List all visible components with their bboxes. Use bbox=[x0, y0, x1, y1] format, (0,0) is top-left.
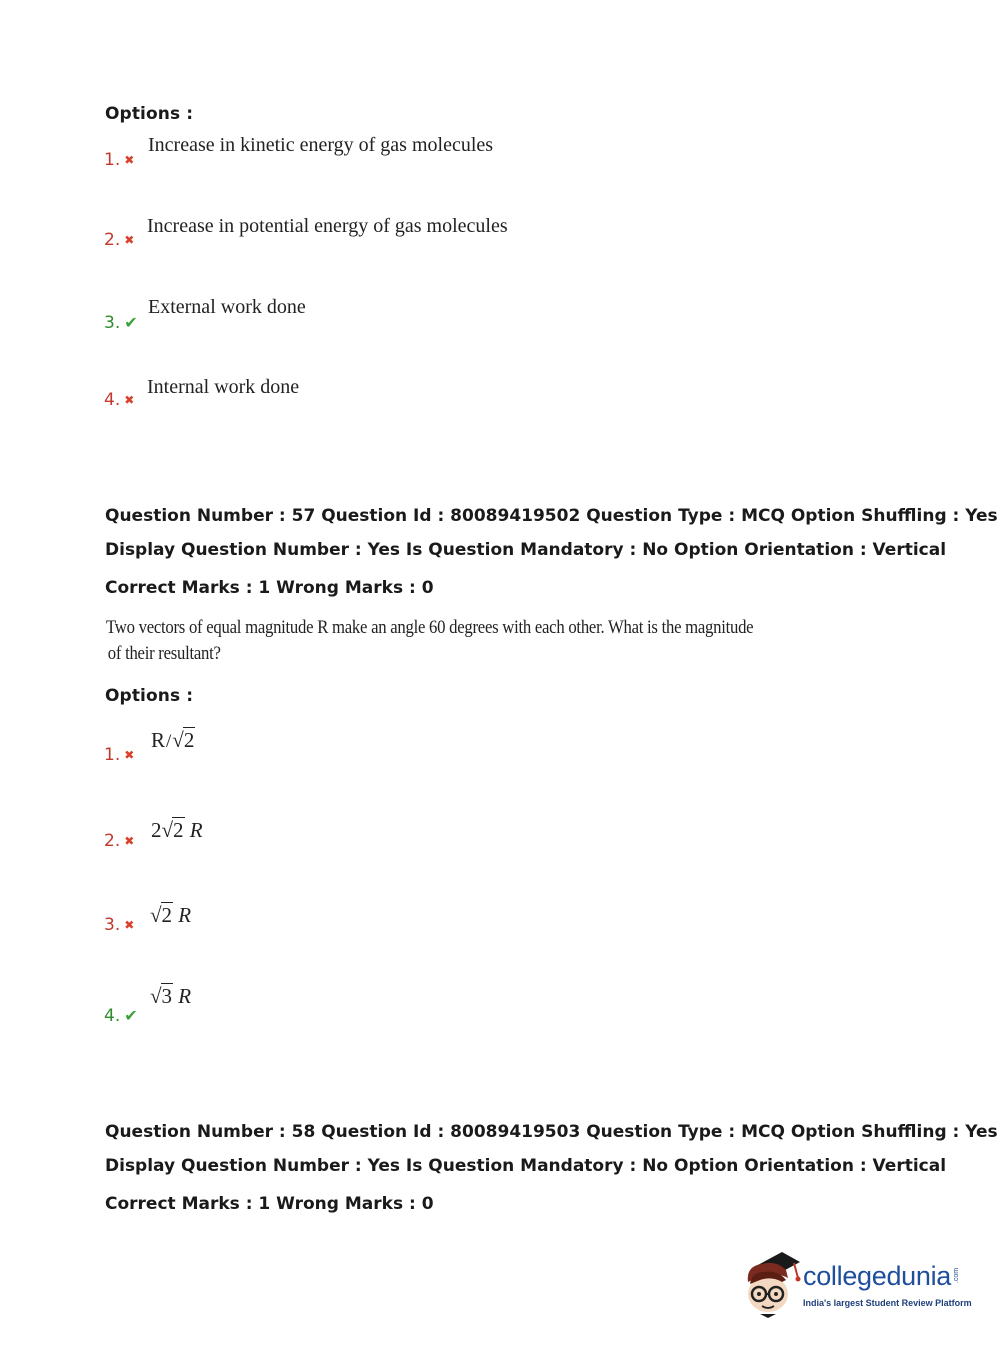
question-marks-line: Correct Marks : 1 Wrong Marks : 0 bbox=[105, 578, 434, 598]
check-mark-icon: ✔ bbox=[124, 1006, 138, 1025]
option-math: √3 R bbox=[150, 984, 192, 1008]
question-meta-line: Question Number : 58 Question Id : 80089419503 Question Type : MCQ Option Shuffling : Yes bbox=[105, 1122, 998, 1142]
option-math: R/√2 bbox=[151, 728, 195, 752]
option-number: 1. ✖ bbox=[104, 745, 135, 765]
option-number: 3. ✔ bbox=[104, 313, 138, 333]
collegedunia-mascot-logo bbox=[742, 1248, 804, 1320]
option-math: 2√2 R bbox=[151, 818, 203, 842]
wrong-mark-icon: ✖ bbox=[124, 393, 135, 407]
option-number: 2. ✖ bbox=[104, 831, 135, 851]
options-label: Options : bbox=[105, 686, 194, 706]
wrong-mark-icon: ✖ bbox=[124, 233, 135, 247]
option-text: Internal work done bbox=[147, 376, 300, 398]
option-number: 4. ✔ bbox=[104, 1006, 138, 1026]
options-label: Options : bbox=[105, 104, 194, 124]
option-math: √2 R bbox=[150, 903, 192, 927]
question-marks-line: Correct Marks : 1 Wrong Marks : 0 bbox=[105, 1194, 434, 1214]
question-text: Two vectors of equal magnitude R make an angle 60 degrees with each other. What is the magnitude of their resultant? bbox=[106, 617, 754, 664]
wrong-mark-icon: ✖ bbox=[124, 834, 135, 848]
option-text: Increase in potential energy of gas molecules bbox=[147, 215, 508, 237]
check-mark-icon: ✔ bbox=[124, 313, 138, 332]
wrong-mark-icon: ✖ bbox=[124, 153, 135, 167]
brand-wordmark: collegedunia .com bbox=[803, 1261, 961, 1291]
option-number: 1. ✖ bbox=[104, 150, 135, 170]
option-number: 2. ✖ bbox=[104, 230, 135, 250]
option-text: Increase in kinetic energy of gas molecules bbox=[148, 134, 494, 156]
question-meta-line: Display Question Number : Yes Is Question Mandatory : No Option Orientation : Vertical bbox=[105, 1156, 947, 1176]
wrong-mark-icon: ✖ bbox=[124, 918, 135, 932]
option-number: 3. ✖ bbox=[104, 915, 135, 935]
wrong-mark-icon: ✖ bbox=[124, 748, 135, 762]
option-number: 4. ✖ bbox=[104, 390, 135, 410]
question-meta-line: Display Question Number : Yes Is Question Mandatory : No Option Orientation : Vertical bbox=[105, 540, 947, 560]
brand-tagline: India's largest Student Review Platform bbox=[803, 1298, 972, 1308]
option-text: External work done bbox=[148, 296, 306, 318]
question-meta-line: Question Number : 57 Question Id : 80089419502 Question Type : MCQ Option Shuffling : Yes bbox=[105, 506, 998, 526]
